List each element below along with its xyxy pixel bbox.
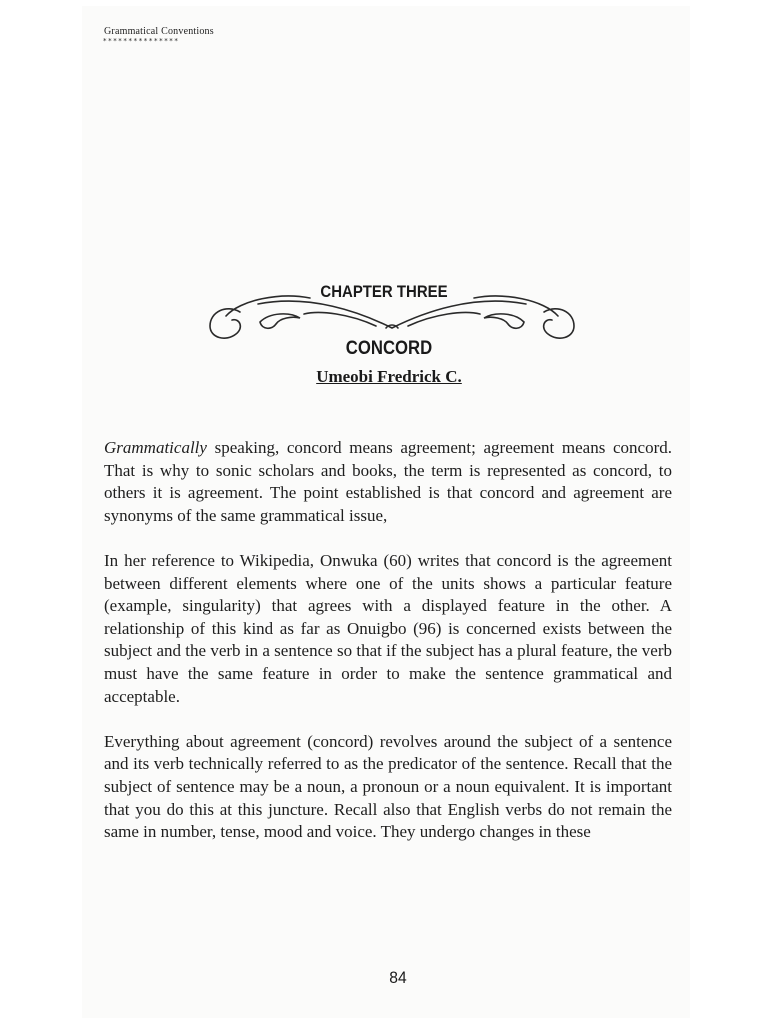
author-name: Umeobi Fredrick C. [316, 367, 462, 386]
running-head-stars: *************** [103, 37, 180, 45]
paragraph-1-lead: Grammatically [104, 438, 207, 457]
paragraph-1-text: speaking, concord means agreement; agreement means concord. That is why to sonic scholars and books, the term is represented as concord, to others it is agreement. The point established is that concord and agreement are synonyms of the same grammatical issue, [104, 438, 672, 525]
chapter-label: CHAPTER THREE [320, 282, 448, 301]
chapter-title: CONCORD [345, 338, 433, 359]
paragraph-2: In her reference to Wikipedia, Onwuka (60) writes that concord is the agreement between different elements where one of the units shows a particular feature (example, singularity) that agrees with a displayed feature in the other. A relationship of this kind as far as Onuigbo (96) is concerned exists between the subject and the verb in a sentence so that if the subject has a plural feature, the verb must have the same feature in order to make the sentence grammatical and acceptable. [104, 550, 672, 706]
paragraph-1 [104, 437, 672, 527]
page-number: 84 [389, 968, 407, 987]
running-head: Grammatical Conventions [104, 26, 214, 37]
body-text [104, 437, 672, 866]
paragraph-3: Everything about agreement (concord) revolves around the subject of a sentence and its verb technically referred to as the predicator of the sentence. Recall that the subject of sentence may be a noun, a pronoun or a noun equivalent. It is important that you do this at this juncture. Recall also that English verbs do not remain the same in number, tense, mood and voice. They undergo changes in these [104, 731, 672, 842]
